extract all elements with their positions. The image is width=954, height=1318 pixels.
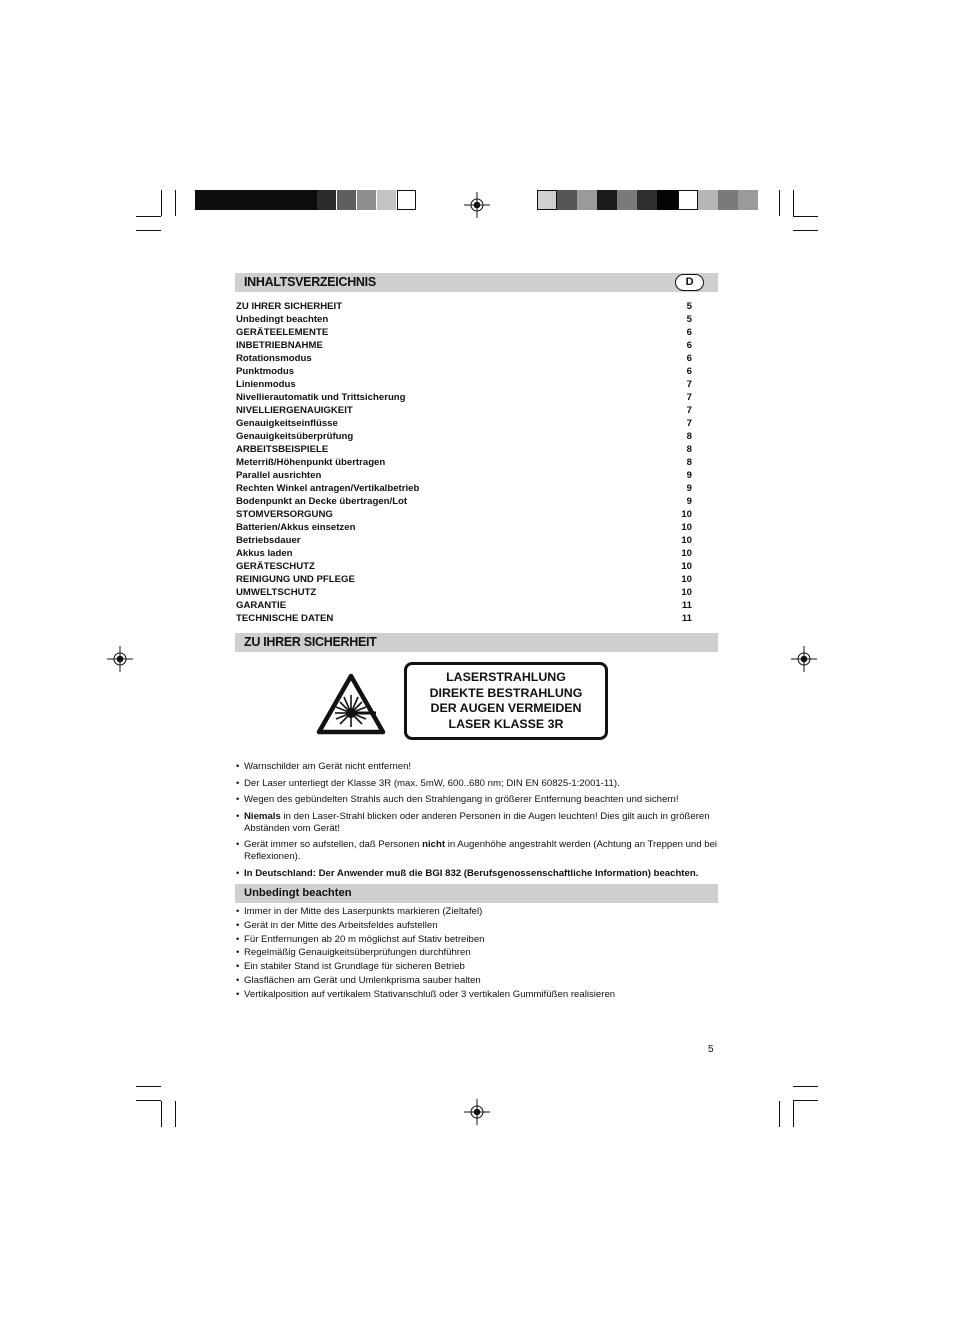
toc-entry [236,495,692,508]
list-item [236,811,720,835]
toc-entry [236,417,692,430]
notes-header [235,884,718,903]
toc-entry-page: 7 [686,418,692,429]
toc-entry-label: REINIGUNG UND PFLEGE [236,574,355,585]
list-item-text: Warnschilder am Gerät nicht entfernen! [244,761,412,772]
toc-entry-label: UMWELTSCHUTZ [236,587,317,598]
list-item-text: in den Laser-Strahl blicken oder anderen Personen in die Augen leuchten! Dies gilt auch in größeren Abständen vom Gerät! [244,810,710,834]
toc-entry-page: 5 [686,301,692,312]
toc-entry-page: 10 [681,535,692,546]
toc-entry [236,586,692,599]
warning-line: DIREKTE BESTRAHLUNG [429,685,583,700]
notes-bullet-list [236,906,720,1003]
toc-entry [236,547,692,560]
list-item-text: Wegen des gebündelten Strahls auch den Strahlengang in größerer Entfernung beachten und sichern! [244,794,679,805]
list-item-text: Gerät in der Mitte des Arbeitsfeldes aufstellen [244,919,438,931]
toc-entry-page: 9 [686,470,692,481]
toc-entry-page: 6 [686,366,692,377]
list-item [236,920,720,932]
bullet-icon: • [236,974,240,986]
toc-entry-page: 11 [681,613,692,624]
bullet-icon: • [236,988,240,1000]
toc-entry-label: Genauigkeitsüberprüfung [236,431,354,442]
list-item-text: Der Laser unterliegt der Klasse 3R (max. 5mW, 600..680 nm; DIN EN 60825-1:2001-11). [244,777,620,789]
toc-entry [236,391,692,404]
toc-entry-page: 8 [686,431,692,442]
laser-warning-label [404,662,608,740]
list-item-text: Immer in der Mitte des Laserpunkts markieren (Zieltafel) [244,906,483,917]
toc-entry-label: TECHNISCHE DATEN [236,613,334,624]
toc-entry-page: 10 [681,561,692,572]
list-item-text: Für Entfernungen ab 20 m möglichst auf Stativ betreiben [244,933,485,945]
safety-bullet-list [236,761,720,884]
bullet-icon: • [236,777,240,789]
toc-entry-label: GARANTIE [236,600,287,611]
toc-entry-page: 7 [686,379,692,390]
bullet-icon: • [236,839,240,850]
toc-entry-page: 9 [686,483,692,494]
toc-entry [236,456,692,469]
list-item-text: in Augenhöhe angestrahlt werden (Achtung an Treppen und bei Reflexionen). [244,839,718,862]
list-item [236,839,720,863]
toc-entry-label: Akkus laden [236,548,293,559]
toc-entry [236,352,692,365]
toc-entry-label: STOMVERSORGUNG [236,509,333,520]
toc-entry [236,508,692,521]
list-item [236,794,720,806]
toc-entry-label: Genauigkeitseinflüsse [236,418,338,429]
language-badge: D [675,274,704,291]
toc-entry-page: 10 [681,574,692,585]
toc-entry [236,378,692,391]
list-item [236,868,720,880]
toc-entry-label: Meterriß/Höhenpunkt übertragen [236,457,386,468]
toc-header [235,273,718,292]
toc-entry-page: 10 [681,548,692,559]
toc-entry-page: 5 [686,314,692,325]
toc-entry [236,612,692,625]
toc-entry [236,521,692,534]
list-item [236,961,720,973]
toc-entry-page: 11 [681,600,692,611]
toc-list [236,300,692,625]
toc-entry [236,573,692,586]
toc-title: INHALTSVERZEICHNIS [244,275,376,289]
warning-line: DER AUGEN VERMEIDEN [430,701,582,715]
toc-entry [236,339,692,352]
toc-entry [236,560,692,573]
toc-entry [236,300,692,313]
toc-entry-label: Unbedingt beachten [236,314,329,325]
toc-entry-page: 6 [686,353,692,364]
bullet-icon: • [236,794,240,805]
toc-entry-label: Nivellierautomatik und Trittsicherung [236,392,406,403]
bullet-icon: • [236,933,240,945]
list-item [236,906,720,918]
toc-entry-page: 9 [686,496,692,507]
toc-entry [236,313,692,326]
toc-entry-label: Batterien/Akkus einsetzen [236,522,356,533]
laser-warning-icon [316,673,386,735]
toc-entry-page: 10 [681,522,692,533]
list-item [236,989,720,1001]
bullet-icon: • [236,919,240,931]
safety-header [235,633,718,652]
toc-entry-page: 7 [686,392,692,403]
notes-title: Unbedingt beachten [244,887,352,899]
toc-entry [236,443,692,456]
toc-entry-page: 8 [686,444,692,455]
warning-line: LASERSTRAHLUNG [446,670,566,684]
toc-entry [236,599,692,612]
toc-entry-label: GERÄTEELEMENTE [236,327,329,338]
toc-entry [236,365,692,378]
toc-entry-page: 7 [686,405,692,416]
toc-entry-page: 8 [686,457,692,468]
toc-entry [236,326,692,339]
toc-entry-label: Bodenpunkt an Decke übertragen/Lot [236,496,408,507]
safety-title: ZU IHRER SICHERHEIT [244,635,377,649]
toc-entry-label: Parallel ausrichten [236,470,322,481]
toc-entry-label: Rotationsmodus [236,353,312,364]
toc-entry [236,534,692,547]
toc-entry-label: INBETRIEBNAHME [236,340,323,351]
toc-entry-label: GERÄTESCHUTZ [236,561,315,572]
list-item [236,934,720,946]
toc-entry-label: ARBEITSBEISPIELE [236,444,329,455]
toc-entry [236,430,692,443]
toc-entry [236,404,692,417]
toc-entry-label: Rechten Winkel antragen/Vertikalbetrieb [236,483,420,494]
list-item [236,947,720,959]
list-item-text: Glasflächen am Gerät und Umlenkprisma sauber halten [244,974,481,986]
toc-entry-label: NIVELLIERGENAUIGKEIT [236,405,353,416]
toc-entry-label: ZU IHRER SICHERHEIT [236,301,343,312]
emphasis-text: In Deutschland: Der Anwender muß die BGI 832 (Berufsgenossenschaftliche Information) beachten. [244,867,699,879]
bullet-icon: • [236,810,240,822]
toc-entry-label: Punktmodus [236,366,295,377]
warning-line: LASER KLASSE 3R [448,716,564,731]
list-item [236,761,720,773]
bullet-icon: • [236,906,240,917]
toc-entry [236,482,692,495]
list-item [236,975,720,987]
list-item [236,778,720,790]
list-item-text: Gerät immer so aufstellen, daß Personen [244,839,423,850]
page-number: 5 [708,1044,714,1055]
toc-entry-page: 6 [686,340,692,351]
bullet-icon: • [236,761,240,772]
bullet-icon: • [236,947,240,959]
toc-entry-page: 6 [686,327,692,338]
toc-entry-label: Betriebsdauer [236,535,301,546]
emphasis-text: nicht [422,839,446,850]
toc-entry-page: 10 [681,587,692,598]
list-item-text: Vertikalposition auf vertikalem Stativanschluß oder 3 vertikalen Gummifüßen realisieren [244,988,616,1000]
list-item-text: Ein stabiler Stand ist Grundlage für sicheren Betrieb [244,961,465,973]
toc-entry-page: 10 [681,509,692,520]
toc-entry [236,469,692,482]
bullet-icon: • [236,961,240,973]
bullet-icon: • [236,867,240,879]
emphasis-text: Niemals [244,810,281,822]
toc-entry-label: Linienmodus [236,379,296,390]
list-item-text: Regelmäßig Genauigkeitsüberprüfungen durchführen [244,947,471,959]
